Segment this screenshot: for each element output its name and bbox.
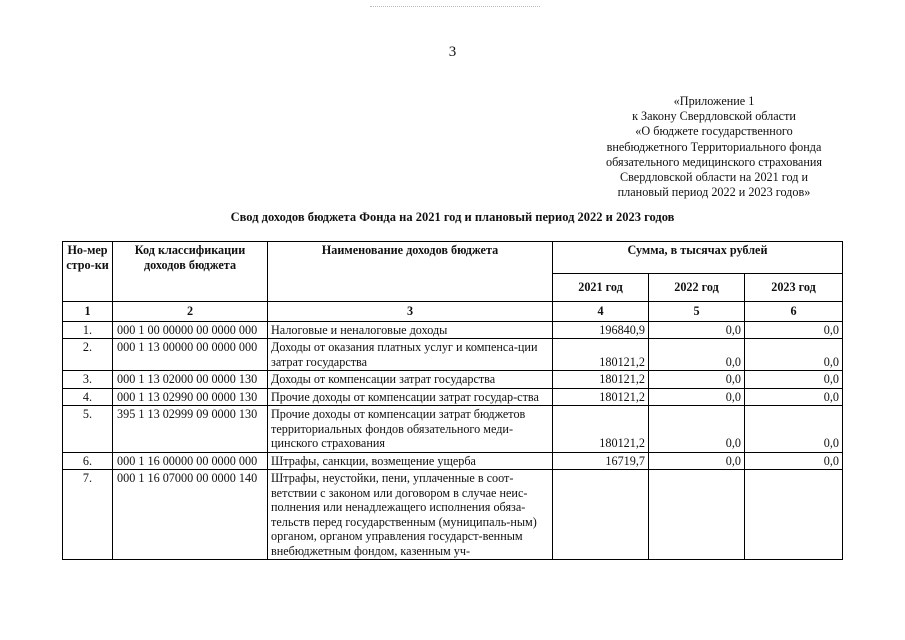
amount-2022: 0,0	[649, 388, 745, 406]
appendix-line: Свердловской области на 2021 год и	[620, 170, 808, 185]
amount-2023	[745, 470, 843, 560]
amount-2022: 0,0	[649, 321, 745, 339]
amount-2021	[553, 470, 649, 560]
header-name: Наименование доходов бюджета	[268, 242, 553, 302]
amount-2023: 0,0	[745, 452, 843, 470]
revenue-name: Штрафы, неустойки, пени, уплаченные в соот-ветствии с законом или договором в случае неис-полнения или ненадлежащего исполнения обяза-тельств перед государственным (муниципаль-ным) органом, органом управления государст-венным внебюджетным фондом, казенным уч-	[268, 470, 553, 560]
classification-code: 000 1 16 00000 00 0000 000	[113, 452, 268, 470]
header-year-2022: 2022 год	[649, 274, 745, 302]
row-number: 4.	[63, 388, 113, 406]
amount-2022: 0,0	[649, 452, 745, 470]
appendix-line: «Приложение 1	[673, 94, 755, 108]
appendix-line: к Закону Свердловской области	[632, 109, 796, 124]
page-number: 3	[448, 44, 457, 60]
revenue-name: Прочие доходы от компенсации затрат бюджетов территориальных фондов обязательного меди-цинского страхования	[268, 406, 553, 453]
table-row	[63, 470, 843, 560]
header-year-2021: 2021 год	[553, 274, 649, 302]
row-number: 3.	[63, 371, 113, 389]
appendix-line: обязательного медицинского страхования	[606, 154, 822, 169]
amount-2021: 180121,2	[553, 339, 649, 371]
header-row-number: Но-мер стро-ки	[63, 242, 113, 302]
classification-code: 000 1 13 02000 00 0000 130	[113, 371, 268, 389]
amount-2022	[649, 470, 745, 560]
appendix-header	[589, 94, 839, 200]
revenue-name: Доходы от компенсации затрат государства	[268, 371, 553, 389]
revenue-name: Налоговые и неналоговые доходы	[268, 321, 553, 339]
row-number: 1.	[63, 321, 113, 339]
revenue-name: Штрафы, санкции, возмещение ущерба	[268, 452, 553, 470]
column-index: 6	[745, 302, 843, 322]
amount-2022: 0,0	[649, 406, 745, 453]
amount-2023: 0,0	[745, 339, 843, 371]
row-number: 7.	[63, 470, 113, 560]
header-sum: Сумма, в тысячах рублей	[553, 242, 843, 274]
table-row	[63, 406, 843, 453]
classification-code: 000 1 13 02990 00 0000 130	[113, 388, 268, 406]
scan-artifact	[370, 0, 540, 7]
table-row	[63, 339, 843, 371]
amount-2021: 16719,7	[553, 452, 649, 470]
table-row	[63, 371, 843, 389]
amount-2021: 180121,2	[553, 371, 649, 389]
row-number: 6.	[63, 452, 113, 470]
budget-revenue-table	[62, 241, 843, 560]
row-number: 5.	[63, 406, 113, 453]
amount-2023: 0,0	[745, 321, 843, 339]
amount-2023: 0,0	[745, 371, 843, 389]
table-row	[63, 452, 843, 470]
appendix-line: плановый период 2022 и 2023 годов»	[617, 185, 811, 200]
amount-2021: 180121,2	[553, 406, 649, 453]
amount-2021: 196840,9	[553, 321, 649, 339]
revenue-name: Доходы от оказания платных услуг и компенса-ции затрат государства	[268, 339, 553, 371]
amount-2023: 0,0	[745, 406, 843, 453]
row-number: 2.	[63, 339, 113, 371]
column-index: 1	[63, 302, 113, 322]
classification-code: 000 1 16 07000 00 0000 140	[113, 470, 268, 560]
amount-2021: 180121,2	[553, 388, 649, 406]
column-index: 2	[113, 302, 268, 322]
table-row	[63, 388, 843, 406]
classification-code: 000 1 00 00000 00 0000 000	[113, 321, 268, 339]
column-index: 5	[649, 302, 745, 322]
header-year-2023: 2023 год	[745, 274, 843, 302]
amount-2022: 0,0	[649, 371, 745, 389]
amount-2022: 0,0	[649, 339, 745, 371]
classification-code: 395 1 13 02999 09 0000 130	[113, 406, 268, 453]
appendix-line: внебюджетного Территориального фонда	[606, 139, 822, 154]
header-code: Код классификации доходов бюджета	[113, 242, 268, 302]
revenue-name: Прочие доходы от компенсации затрат государ-ства	[268, 388, 553, 406]
classification-code: 000 1 13 00000 00 0000 000	[113, 339, 268, 371]
table-row	[63, 321, 843, 339]
column-index: 3	[268, 302, 553, 322]
document-title: Свод доходов бюджета Фонда на 2021 год и плановый период 2022 и 2023 годов	[230, 210, 675, 224]
appendix-line: «О бюджете государственного	[635, 124, 793, 139]
column-index: 4	[553, 302, 649, 322]
amount-2023: 0,0	[745, 388, 843, 406]
